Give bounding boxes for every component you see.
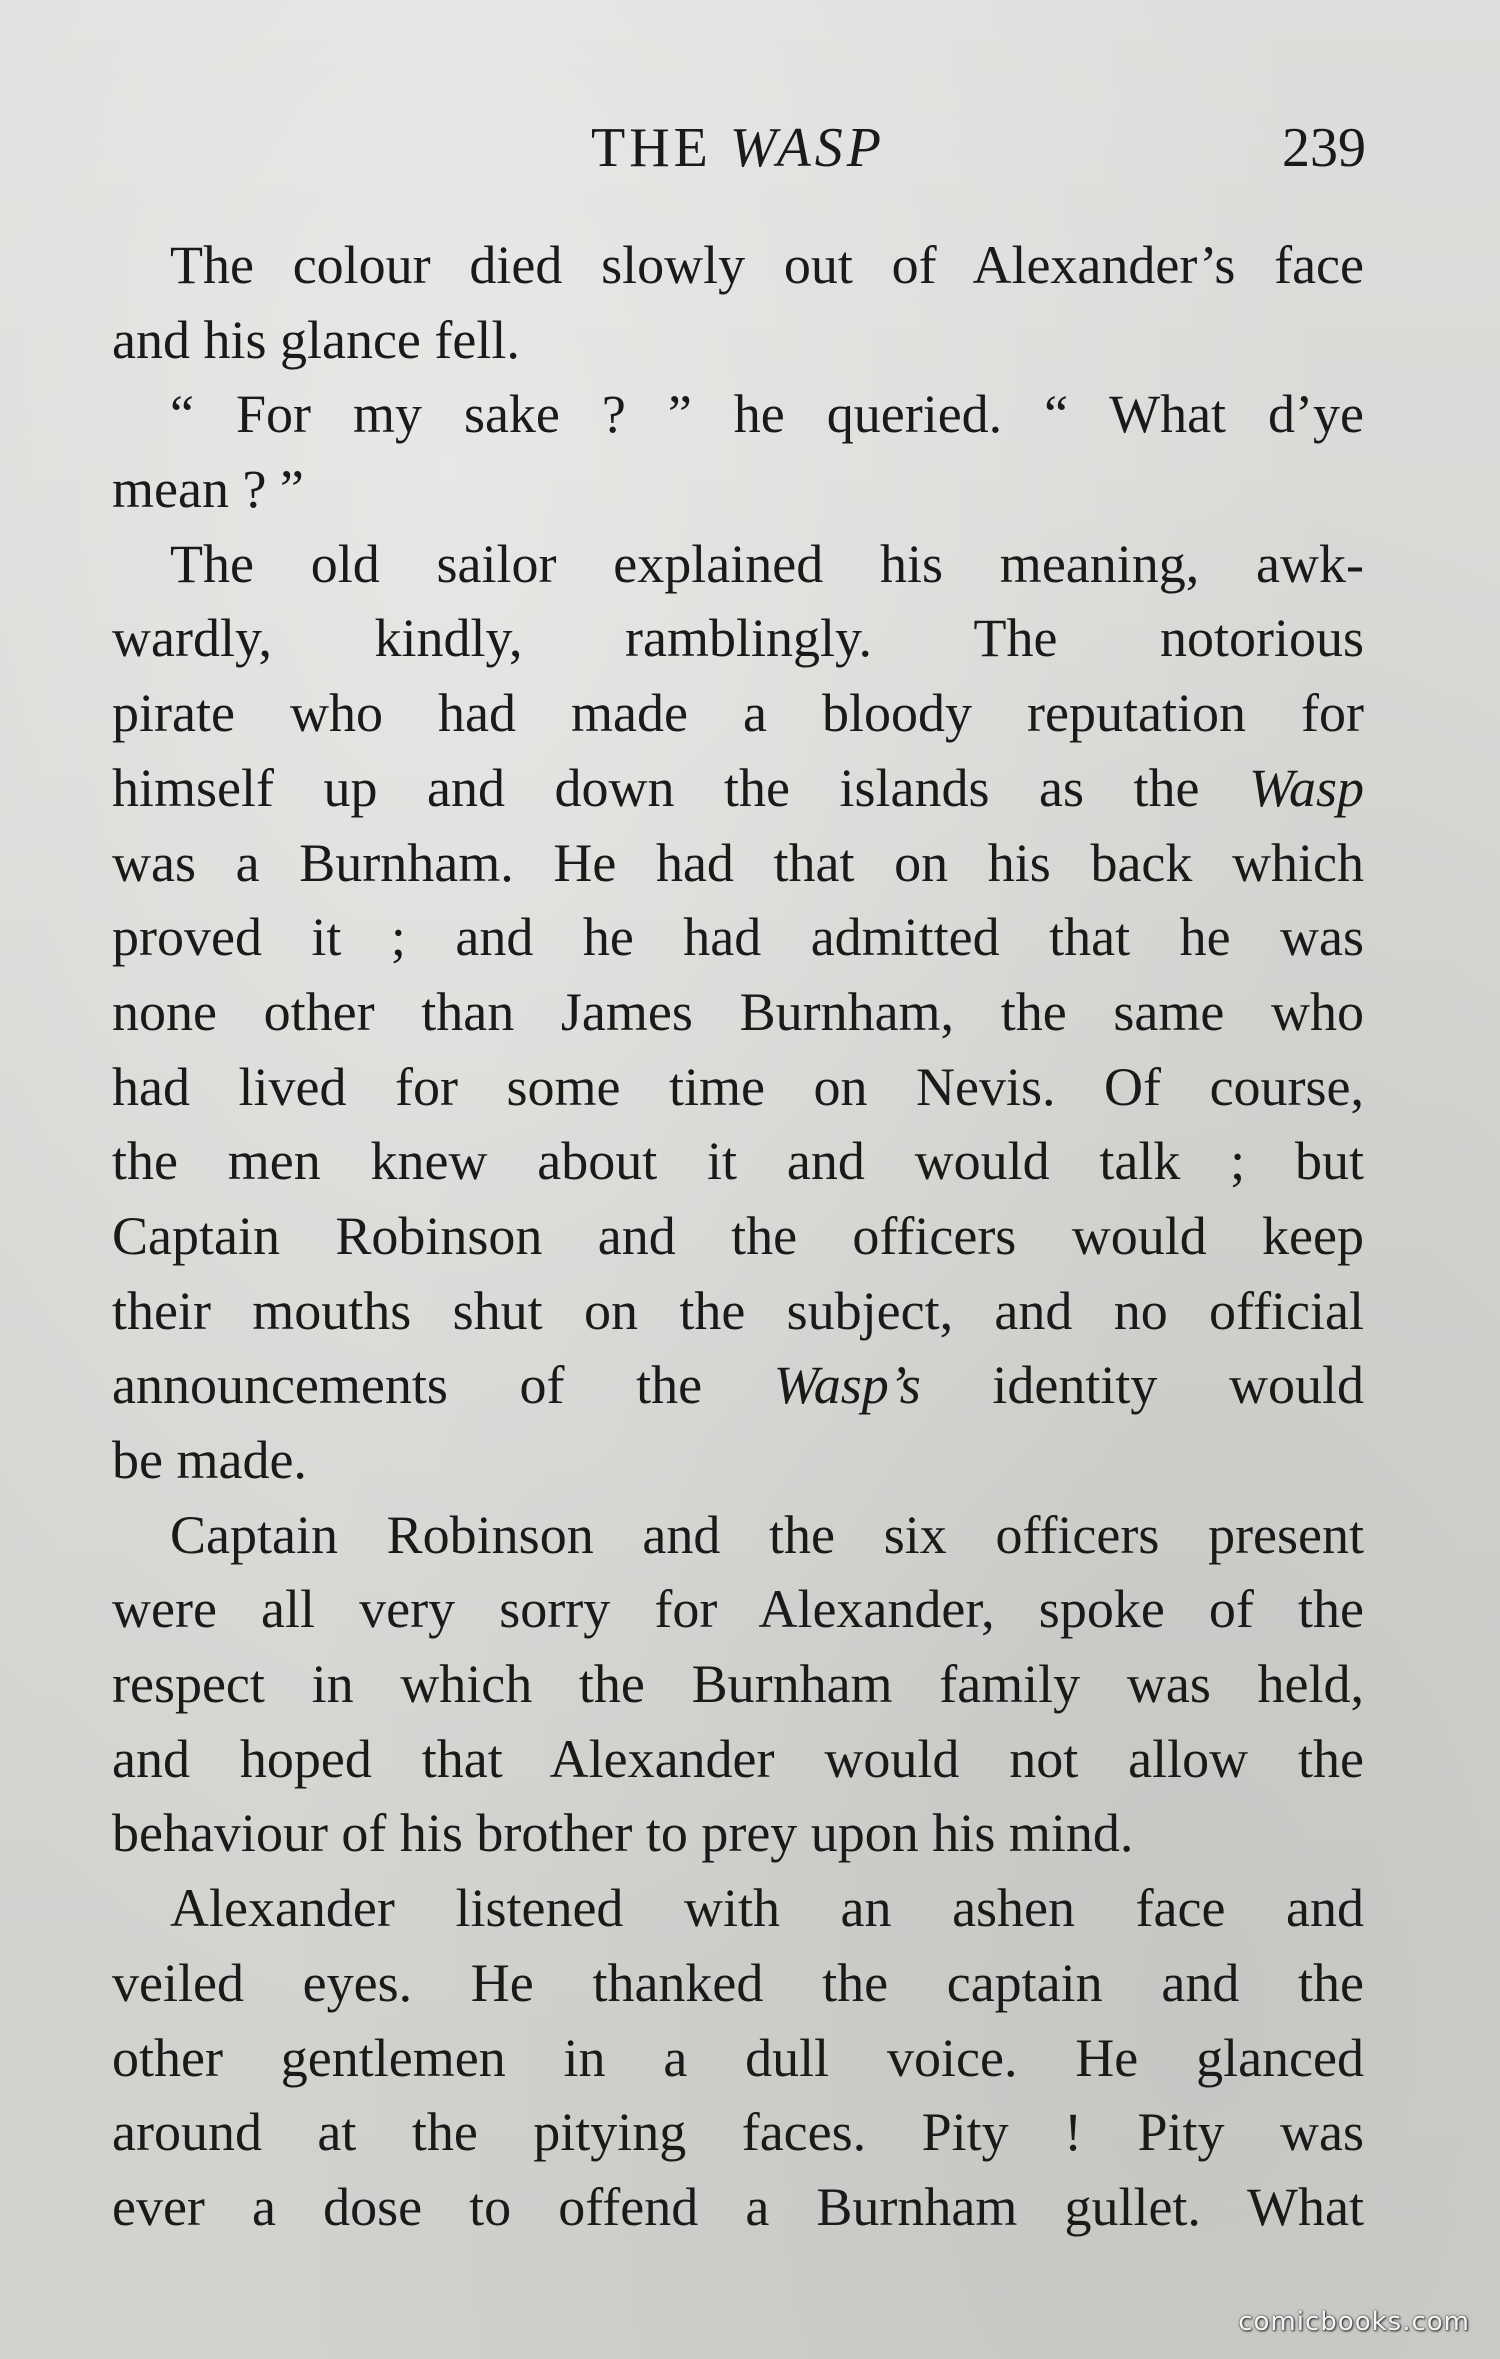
text-line: proved it ; and he had admitted that he was: [112, 907, 1364, 968]
running-title-italic: WASP: [729, 117, 885, 179]
text-line: wardly, kindly, ramblingly. The notorious: [112, 608, 1364, 669]
text-segment: identity would: [920, 1355, 1364, 1416]
text-line: and hoped that Alexander would not allow the: [112, 1728, 1364, 1789]
text-line: The old sailor explained his meaning, awk-: [170, 533, 1364, 594]
text-line: the men knew about it and would talk ; but: [112, 1131, 1364, 1192]
italic-ship-name: Wasp’s: [773, 1355, 921, 1416]
text-line: Alexander listened with an ashen face and: [170, 1878, 1364, 1939]
text-line: other gentlemen in a dull voice. He glanced: [112, 2027, 1364, 2088]
text-line: around at the pitying faces. Pity ! Pity was: [112, 2102, 1364, 2163]
text-line: [112, 1348, 1364, 1423]
text-segment: himself up and down the islands as the: [112, 757, 1249, 818]
italic-ship-name: Wasp: [1248, 757, 1364, 818]
text-line: behaviour of his brother to prey upon his mind.: [112, 1803, 1134, 1864]
watermark: comicbooks.com: [1238, 2307, 1470, 2337]
text-line: pirate who had made a bloody reputation for: [112, 683, 1364, 744]
text-line: was a Burnham. He had that on his back which: [112, 832, 1364, 893]
page-number: 239: [1282, 117, 1366, 179]
running-title-prefix: THE: [590, 117, 730, 179]
text-line: were all very sorry for Alexander, spoke of the: [112, 1579, 1364, 1640]
text-segment: announcements of the: [112, 1355, 774, 1416]
text-line: [112, 751, 1364, 826]
text-line: had lived for some time on Nevis. Of course,: [112, 1056, 1364, 1117]
text-line: Captain Robinson and the officers would keep: [112, 1205, 1364, 1266]
body-text: [112, 228, 1364, 2245]
text-line: their mouths shut on the subject, and no official: [112, 1280, 1364, 1341]
text-line: “ For my sake ? ” he queried. “ What d’ye: [170, 384, 1364, 445]
text-line: and his glance fell.: [112, 309, 520, 370]
text-line: veiled eyes. He thanked the captain and the: [112, 1952, 1364, 2013]
text-line: none other than James Burnham, the same who: [112, 981, 1364, 1042]
text-line: be made.: [112, 1430, 307, 1490]
text-line: The colour died slowly out of Alexander’s face: [170, 235, 1364, 295]
text-line: Captain Robinson and the six officers present: [170, 1504, 1364, 1565]
text-line: respect in which the Burnham family was held,: [112, 1654, 1364, 1715]
text-line: mean ? ”: [112, 459, 304, 520]
running-head: [110, 108, 1366, 188]
running-title: [110, 108, 1366, 188]
text-line: ever a dose to offend a Burnham gullet. What: [112, 2176, 1364, 2237]
